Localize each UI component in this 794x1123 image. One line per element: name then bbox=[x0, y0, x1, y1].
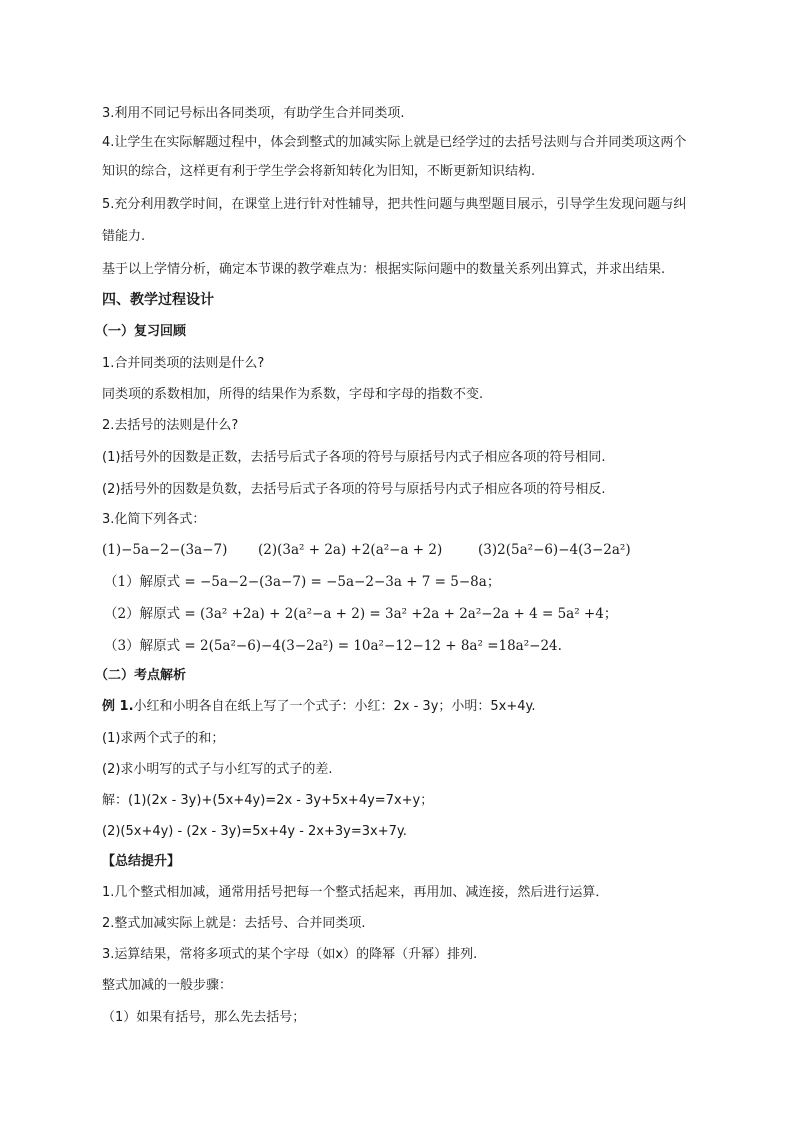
question-line: 1.合并同类项的法则是什么? bbox=[102, 356, 265, 371]
example-question: (2)求小明写的式子与小红写的式子的差. bbox=[102, 762, 333, 777]
answer-line: 同类项的系数相加，所得的结果作为系数，字母和字母的指数不变. bbox=[102, 387, 484, 402]
summary-line: （1）如果有括号，那么先去括号； bbox=[102, 1010, 306, 1025]
summary-line: 1.几个整式相加减，通常用括号把每一个整式括起来，再用加、减连接，然后进行运算． bbox=[102, 885, 609, 900]
solution-line: （2）解原式 = (3a² +2a) + 2(a²−a + 2) = 3a² +2a + 2a²−2a + 4 = 5a² +4； bbox=[104, 606, 618, 622]
solution-line: （3）解原式 = 2(5a²−6)−4(3−2a²) = 10a²−12−12 + 8a² =18a²−24. bbox=[104, 638, 562, 654]
exercise-item: (2)(3a² + 2a) +2(a²−a + 2) bbox=[258, 542, 443, 558]
exercise-item: (3)2(5a²−6)−4(3−2a²) bbox=[478, 542, 631, 558]
paragraph-line: 知识的综合，这样更有利于学生学会将新知转化为旧知，不断更新知识结构. bbox=[102, 164, 536, 179]
section-heading: 四、教学过程设计 bbox=[102, 292, 214, 308]
example-solution: (2)(5x+4y) - (2x - 3y)=5x+4y - 2x+3y=3x+7y. bbox=[102, 824, 407, 839]
example-line bbox=[102, 697, 536, 717]
paragraph-line: 错能力. bbox=[102, 229, 146, 244]
subsection-heading: （二）考点解析 bbox=[95, 668, 187, 683]
solution-line: （1）解原式 = −5a−2−(3a−7) = −5a−2−3a + 7 = 5−8a； bbox=[104, 574, 501, 590]
subsection-heading: （一）复习回顾 bbox=[95, 324, 187, 339]
rule-line: (2)括号外的因数是负数，去括号后式子各项的符号与原括号内式子相应各项的符号相反. bbox=[102, 482, 606, 497]
paragraph-line: 基于以上学情分析，确定本节课的教学难点为：根据实际问题中的数量关系列出算式，并求出结果. bbox=[102, 262, 666, 277]
example-question: (1)求两个式子的和； bbox=[102, 731, 225, 746]
exercise-item: (1)−5a−2−(3a−7) bbox=[102, 542, 228, 558]
paragraph-line: 3.利用不同记号标出各同类项，有助学生合并同类项. bbox=[102, 106, 405, 121]
paragraph-line: 5.充分利用教学时间，在课堂上进行针对性辅导，把共性问题与典型题目展示，引导学生发现问题与纠 bbox=[102, 197, 687, 212]
question-line: 2.去括号的法则是什么? bbox=[102, 418, 239, 433]
paragraph-line: 4.让学生在实际解题过程中，体会到整式的加减实际上就是已经学过的去括号法则与合并同类项这两个 bbox=[102, 135, 687, 150]
summary-heading: 【总结提升】 bbox=[102, 854, 181, 869]
example-text: 小红和小明各自在纸上写了一个式子：小红：2x - 3y；小明：5x+4y. bbox=[133, 699, 536, 714]
summary-line: 2.整式加减实际上就是：去括号、合并同类项. bbox=[102, 916, 366, 931]
summary-line: 3.运算结果，常将多项式的某个字母（如x）的降幂（升幂）排列. bbox=[102, 947, 478, 962]
example-solution: 解：(1)(2x - 3y)+(5x+4y)=2x - 3y+5x+4y=7x+y； bbox=[102, 793, 434, 808]
summary-line: 整式加减的一般步骤： bbox=[102, 978, 233, 993]
rule-line: (1)括号外的因数是正数，去括号后式子各项的符号与原括号内式子相应各项的符号相同. bbox=[102, 450, 606, 465]
exercise-title: 3.化简下列各式： bbox=[102, 512, 206, 527]
example-label: 例 1. bbox=[102, 699, 134, 714]
